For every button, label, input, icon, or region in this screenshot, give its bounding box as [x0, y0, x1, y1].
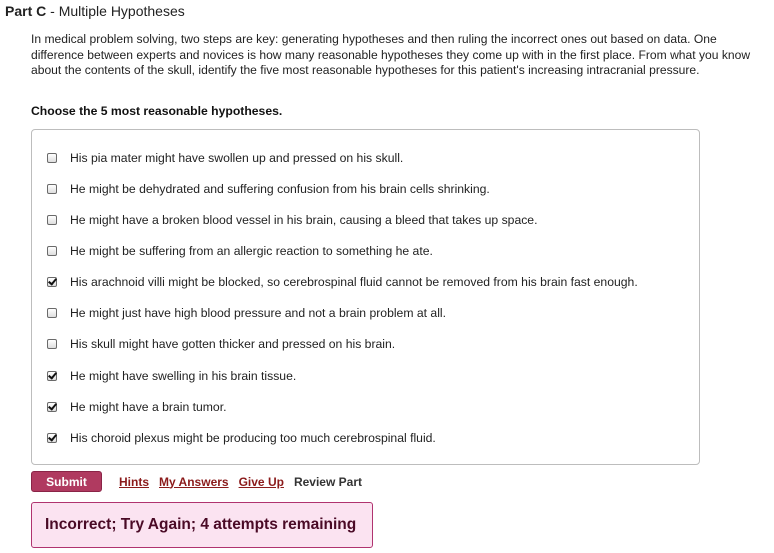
- checkbox-9[interactable]: [47, 433, 57, 443]
- option-label-2: He might have a broken blood vessel in his brain, causing a bleed that takes up space.: [70, 213, 538, 227]
- option-label-0: His pia mater might have swollen up and pressed on his skull.: [70, 151, 404, 165]
- option-0[interactable]: [47, 149, 403, 167]
- action-bar: [31, 471, 362, 492]
- instruction-text: Choose the 5 most reasonable hypotheses.: [31, 104, 283, 118]
- checkbox-2[interactable]: [47, 215, 57, 225]
- feedback-banner: [31, 502, 373, 548]
- review-part-label: Review Part: [293, 474, 362, 489]
- option-1[interactable]: [47, 180, 490, 198]
- part-title: [5, 3, 185, 19]
- checkbox-1[interactable]: [47, 184, 57, 194]
- feedback-text: Incorrect; Try Again; 4 attempts remaining: [45, 516, 357, 533]
- checkbox-7[interactable]: [47, 371, 57, 381]
- option-label-1: He might be dehydrated and suffering confusion from his brain cells shrinking.: [70, 182, 490, 196]
- checkbox-3[interactable]: [47, 246, 57, 256]
- option-6[interactable]: [47, 335, 395, 353]
- option-5[interactable]: [47, 304, 446, 322]
- submit-button[interactable]: Submit: [31, 471, 102, 492]
- checkbox-5[interactable]: [47, 308, 57, 318]
- hints-link[interactable]: Hints: [119, 474, 149, 489]
- option-4[interactable]: [47, 273, 638, 291]
- option-3[interactable]: [47, 242, 433, 260]
- part-separator: -: [46, 3, 59, 19]
- option-label-5: He might just have high blood pressure and not a brain problem at all.: [70, 306, 447, 320]
- option-label-8: He might have a brain tumor.: [70, 400, 227, 414]
- intro-text: In medical problem solving, two steps are key: generating hypotheses and then ruling the incorrect ones out based on data. One difference between experts and novices is how many reasonable hypotheses they come up with in the first place. From what you know about the contents of the skull, identify the five most reasonable hypotheses for this patient's increasing intracranial pressure.: [31, 32, 751, 77]
- hypotheses-choice-box: [31, 129, 700, 465]
- option-8[interactable]: [47, 398, 227, 416]
- checkbox-6[interactable]: [47, 339, 57, 349]
- my-answers-link[interactable]: My Answers: [159, 474, 229, 489]
- checkbox-8[interactable]: [47, 402, 57, 412]
- option-9[interactable]: [47, 429, 436, 447]
- option-7[interactable]: [47, 367, 296, 385]
- option-label-7: He might have swelling in his brain tissue.: [70, 369, 297, 383]
- option-label-9: His choroid plexus might be producing too much cerebrospinal fluid.: [70, 431, 436, 445]
- give-up-link[interactable]: Give Up: [238, 474, 284, 489]
- option-label-6: His skull might have gotten thicker and pressed on his brain.: [70, 337, 396, 351]
- option-label-4: His arachnoid villi might be blocked, so cerebrospinal fluid cannot be removed from his brain fast enough.: [70, 275, 638, 289]
- checkbox-0[interactable]: [47, 153, 57, 163]
- part-heading: Multiple Hypotheses: [58, 3, 185, 19]
- part-label: Part C: [5, 3, 47, 19]
- option-label-3: He might be suffering from an allergic reaction to something he ate.: [70, 244, 433, 258]
- checkbox-4[interactable]: [47, 277, 57, 287]
- option-2[interactable]: [47, 211, 537, 229]
